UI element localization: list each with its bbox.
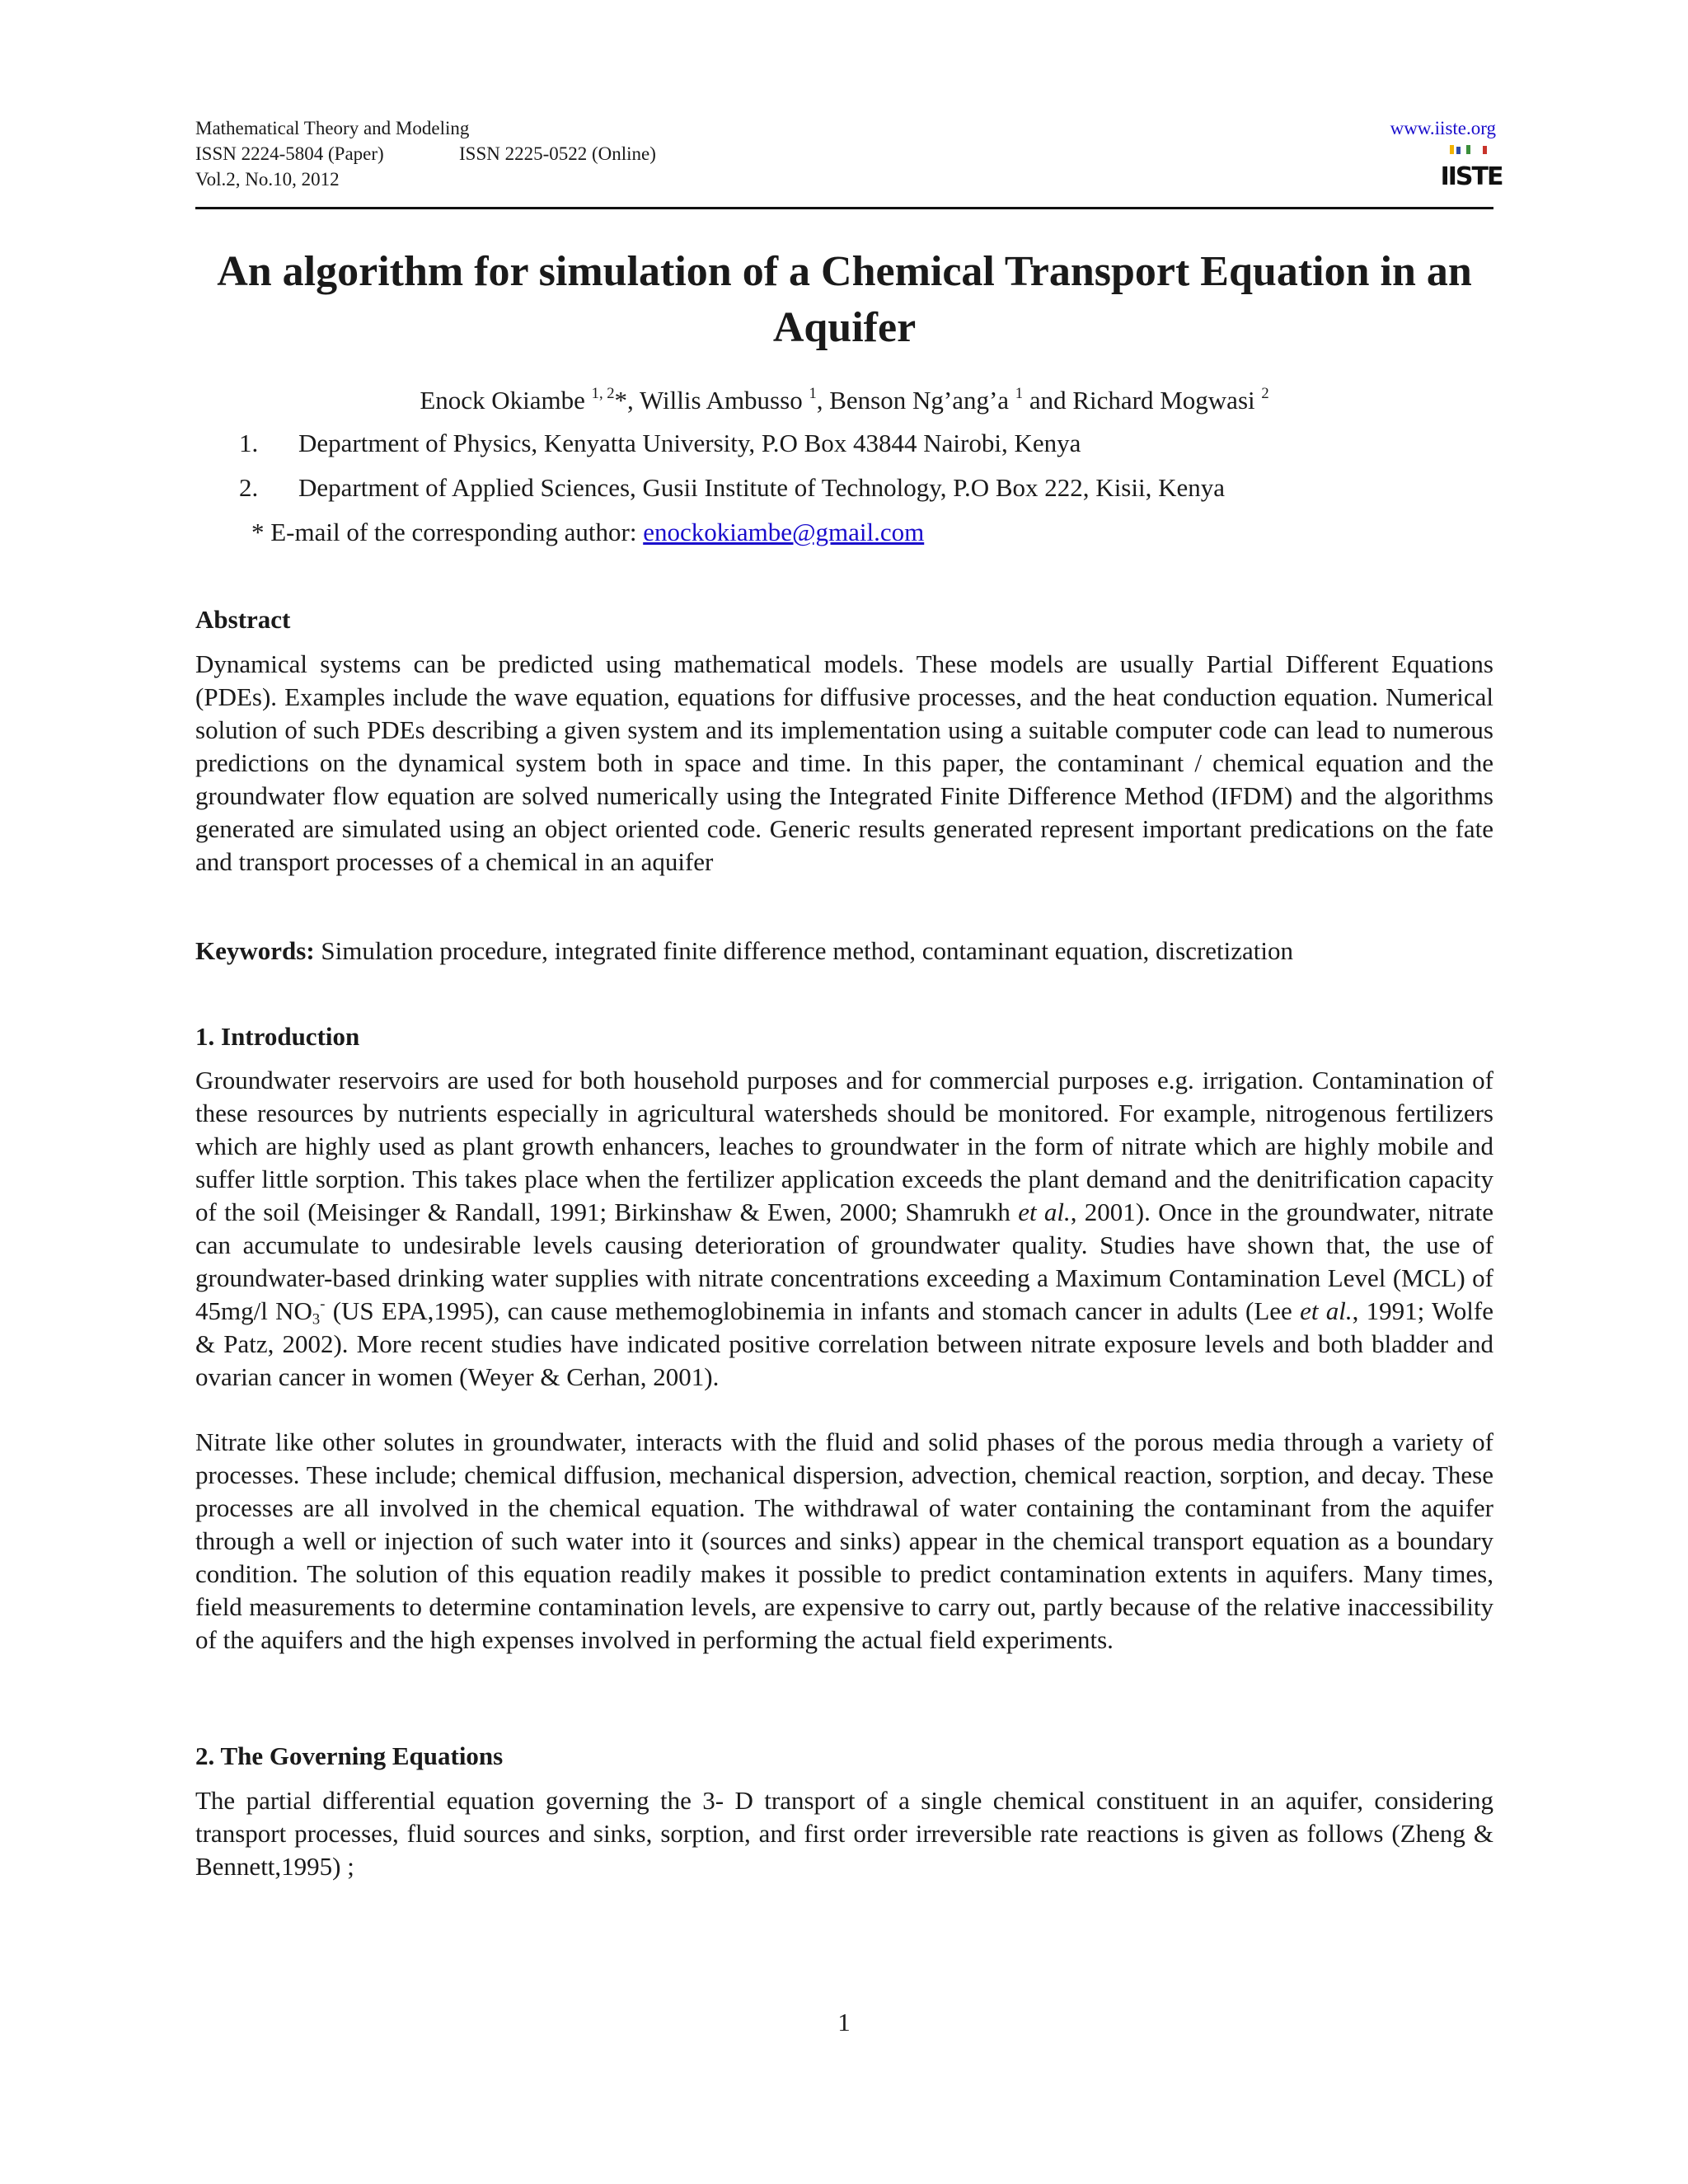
intro-paragraph-1 [195,1064,1493,1394]
keywords-text: Simulation procedure, integrated finite difference method, contaminant equation, discretization [314,936,1294,965]
affiliation-text: Department of Physics, Kenyatta University, P.O Box 43844 Nairobi, Kenya [298,429,1081,457]
iiste-logo-icon [1440,145,1503,191]
governing-paragraph: The partial differential equation governing the 3- D transport of a single chemical constituent in an aquifer, considering transport processes, fluid sources and sinks, sorption, and first order irreversible rate reactions is given as follows (Zheng & Bennett,1995) ; [195,1786,1493,1881]
website-link[interactable]: www.iiste.org [1390,118,1496,138]
et-al-1: et al. [1018,1197,1071,1226]
author-4-affil: 2 [1261,384,1269,402]
header-divider [195,207,1493,209]
volume-info: Vol.2, No.10, 2012 [195,169,340,190]
author-3-affil: 1 [1015,384,1024,402]
logo-text: IISTE [1440,162,1503,191]
et-al-2: et al. [1300,1296,1353,1325]
intro-heading: 1. Introduction [195,1022,360,1051]
author-2-affil: 1 [809,384,817,402]
corresponding-mark: * [614,386,628,415]
abstract-heading: Abstract [195,605,291,634]
keywords-line [195,935,1293,968]
author-4: and Richard Mogwasi [1023,386,1255,415]
nitrate-superscript: - [320,1295,326,1313]
header-right [1390,115,1496,141]
author-1-affil: 1, 2 [591,384,615,402]
nitrate-subscript: 3 [312,1310,321,1329]
affiliation-number: 1. [239,429,259,457]
affiliation-text: Department of Applied Sciences, Gusii Institute of Technology, P.O Box 222, Kisii, Kenya [298,473,1226,502]
affiliation-number: 2. [239,473,259,502]
abstract-text: Dynamical systems can be predicted using mathematical models. These models are usually Partial Different Equations (PDEs). Examples include the wave equation, equations for diffusive processes, and the heat conduction equation. Numerical solution of such PDEs describing a given system and its implementation using a suitable computer code can lead to numerous predictions on the dynamical system both in space and time. In this paper, the contaminant / chemical equation and the groundwater flow equation are solved numerically using the Integrated Finite Difference Method (IFDM) and the algorithms generated are simulated using an object oriented code. Generic results generated represent important predications on the fate and transport processes of a chemical in an aquifer [195,649,1493,876]
governing-heading [195,1740,503,1773]
affiliation-1 [239,427,1081,460]
intro-p1-text-4: , 1991; Wolfe & Patz, 2002). More recent studies have indicated positive correlation between nitrate exposure levels and both bladder and ovarian cancer in women (Weyer & Cerhan, 2001). [195,1296,1493,1391]
section-title: . The Governing Equations [208,1741,504,1770]
journal-name: Mathematical Theory and Modeling [195,118,470,138]
paper-title: An algorithm for simulation of a Chemical Transport Equation in an Aquifer [217,248,1472,351]
intro-paragraph-2: Nitrate like other solutes in groundwater, interacts with the fluid and solid phases of the porous media through a variety of processes. These include; chemical diffusion, mechanical dispersion, advection, chemical reaction, sorption, and decay. These processes are all involved in the chemical equation. The withdrawal of water containing the contaminant from the aquifer through a well or injection of such water into it (sources and sinks) appear in the chemical transport equation as a boundary condition. The solution of this equation readily makes it possible to predict contamination extents in aquifers. Many times, field measurements to determine contamination levels, are expensive to carry out, partly because of the relative inaccessibility of the aquifers and the high expenses involved in performing the actual field experiments. [195,1427,1493,1654]
journal-header [195,115,656,192]
email-link[interactable]: enockokiambe@gmail.com [643,518,925,546]
page-number: 1 [837,2008,851,2036]
author-3: , Benson Ng’ang’a [816,386,1010,415]
intro-p1-text: Groundwater reservoirs are used for both household purposes and for commercial purposes e.g. irrigation. Contamination of these resources by nutrients especially in agricultural watersheds should be monitored. For example, nitrogenous fertilizers which are highly used as plant growth enhancers, leaches to groundwater in the form of nitrate which are highly mobile and suffer little sorption. This takes place when the fertilizer application exceeds the plant demand and the denitrification capacity of the soil (Meisinger & Randall, 1991; Birkinshaw & Ewen, 2000; Shamrukh [195,1066,1493,1226]
corresponding-email-line [251,516,924,549]
author-line [195,384,1493,417]
issn-paper: ISSN 2224-5804 (Paper) [195,143,384,164]
intro-p1-text-3: (US EPA,1995), can cause methemoglobinemia in infants and stomach cancer in adults (Lee [325,1296,1301,1325]
affiliation-2 [239,471,1225,504]
keywords-label: Keywords: [195,936,315,965]
author-1: Enock Okiambe [420,386,585,415]
intro-p1-text-2: , 2001). Once in the groundwater, nitrate can accumulate to undesirable levels causing deterioration of groundwater quality. Studies have shown that, the use of groundwater-based drinking water supplies with nitrate concentrations exceeding a Maximum Contamination Level (MCL) of 45mg/l NO [195,1197,1493,1325]
issn-online: ISSN 2225-0522 (Online) [459,143,656,164]
section-number: 2 [195,1741,209,1770]
email-prefix: * E-mail of the corresponding author: [251,518,644,546]
author-2: , Willis Ambusso [627,386,803,415]
issn-line [195,141,656,166]
